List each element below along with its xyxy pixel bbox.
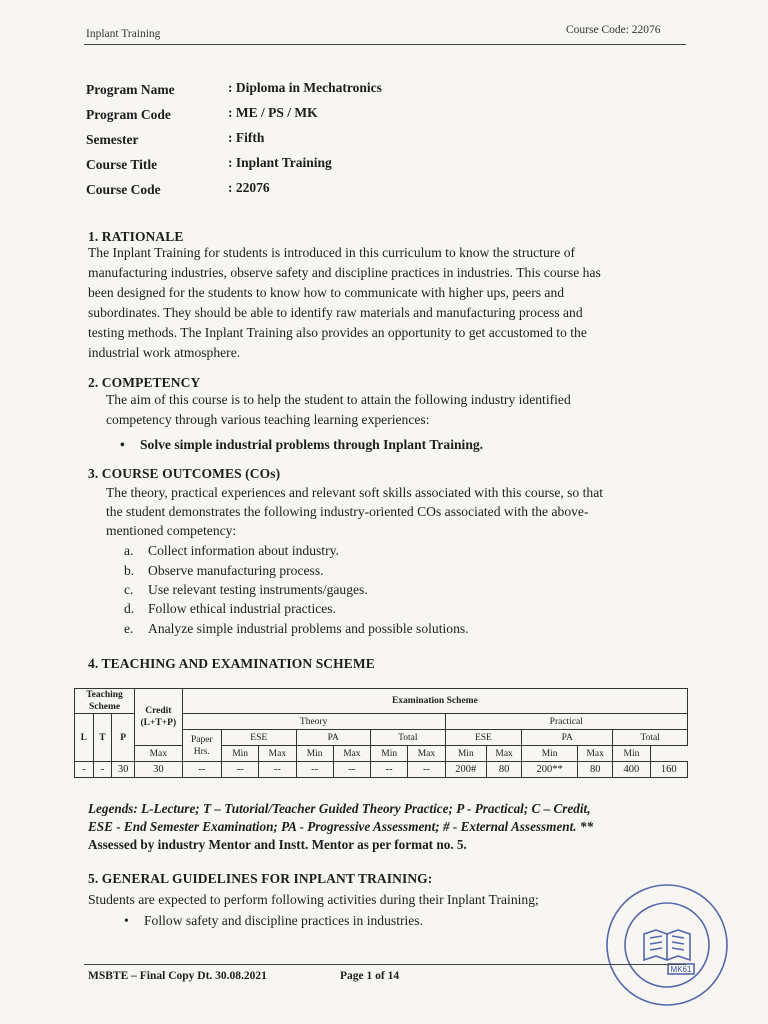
outcome-item: Collect information about industry. <box>148 543 339 558</box>
table-cell: 80 <box>486 762 521 778</box>
outcomes-line: the student demonstrates the following industry-oriented COs associated with the above- <box>106 504 589 519</box>
info-value-program-name: : Diploma in Mechatronics <box>228 80 382 95</box>
outcome-item: Follow ethical industrial practices. <box>148 601 336 616</box>
info-label-program-code: Program Code <box>86 107 171 122</box>
cell-header: Max <box>135 746 183 762</box>
cell-header: Max <box>333 746 370 762</box>
rationale-line: manufacturing industries, observe safety and discipline practices in industries. This course has <box>88 265 601 280</box>
theory-pa-header: PA <box>296 730 371 746</box>
info-label-course-code: Course Code <box>86 182 161 197</box>
practical-header: Practical <box>445 714 687 730</box>
rationale-line: subordinates. They should be able to identify raw materials and manufacturing process and <box>88 305 583 320</box>
table-cell: 400 <box>613 762 650 778</box>
outcomes-line: mentioned competency: <box>106 523 237 538</box>
header-left: Inplant Training <box>86 28 161 40</box>
table-cell: -- <box>408 762 445 778</box>
legend-line-3: Assessed by industry Mentor and Instt. Mentor as per format no. 5. <box>88 837 467 852</box>
info-label-program-name: Program Name <box>86 82 175 97</box>
competency-bullet: • Solve simple industrial problems through Inplant Training. <box>140 437 483 453</box>
table-cell: - <box>93 762 112 778</box>
table-cell: 160 <box>650 762 687 778</box>
guidelines-intro: Students are expected to perform following activities during their Inplant Training; <box>88 892 539 907</box>
info-value-program-code: : ME / PS / MK <box>228 105 318 120</box>
table-cell: 80 <box>578 762 613 778</box>
rationale-line: testing methods. The Inplant Training also provides an opportunity to get accustomed to the <box>88 325 587 340</box>
rationale-line: The Inplant Training for students is introduced in this curriculum to know the structure of <box>88 245 576 260</box>
footer-rule <box>84 964 686 965</box>
info-label-course-title: Course Title <box>86 157 158 172</box>
info-value-course-title: : Inplant Training <box>228 155 332 170</box>
info-value-semester: : Fifth <box>228 130 265 145</box>
outcome-item: Observe manufacturing process. <box>148 563 324 578</box>
table-cell: 200# <box>445 762 486 778</box>
table-cell: 30 <box>135 762 183 778</box>
table-cell: - <box>75 762 94 778</box>
table-cell: -- <box>371 762 408 778</box>
guidelines-title: 5. GENERAL GUIDELINES FOR INPLANT TRAINING: <box>88 871 433 886</box>
rationale-title: 1. RATIONALE <box>88 229 184 244</box>
cell-header: Min <box>371 746 408 762</box>
table-cell: -- <box>333 762 370 778</box>
theory-total-header: Total <box>371 730 446 746</box>
cell-header: Max <box>259 746 296 762</box>
scheme-table <box>74 688 688 778</box>
outcome-marker: e. <box>124 621 134 636</box>
col-p: P <box>112 714 135 762</box>
info-label-semester: Semester <box>86 132 139 147</box>
footer-page-number: Page 1 of 14 <box>340 970 400 982</box>
footer-left: MSBTE – Final Copy Dt. 30.08.2021 <box>88 970 267 982</box>
cell-header: Min <box>613 746 650 762</box>
legend-line-2: ESE - End Semester Examination; PA - Progressive Assessment; # - External Assessment. ** <box>88 819 594 834</box>
outcome-marker: a. <box>124 543 134 558</box>
col-t: T <box>93 714 112 762</box>
table-cell: 200** <box>522 762 578 778</box>
outcome-item: Analyze simple industrial problems and possible solutions. <box>148 621 469 636</box>
col-l: L <box>75 714 94 762</box>
competency-title: 2. COMPETENCY <box>88 375 201 390</box>
cell-header: Min <box>445 746 486 762</box>
cell-header: Max <box>408 746 445 762</box>
info-value-course-code: : 22076 <box>228 180 270 195</box>
outcomes-title: 3. COURSE OUTCOMES (COs) <box>88 466 281 481</box>
theory-header: Theory <box>182 714 445 730</box>
theory-ese-header: ESE <box>221 730 296 746</box>
outcome-item: Use relevant testing instruments/gauges. <box>148 582 368 597</box>
table-cell: -- <box>296 762 333 778</box>
outcomes-line: The theory, practical experiences and relevant soft skills associated with this course, so that <box>106 485 604 500</box>
cell-header: Min <box>296 746 333 762</box>
table-cell: 30 <box>112 762 135 778</box>
scheme-title: 4. TEACHING AND EXAMINATION SCHEME <box>88 656 375 671</box>
paper-hrs-header: Paper Hrs. <box>182 730 221 762</box>
practical-pa-header: PA <box>522 730 613 746</box>
cell-header: Min <box>522 746 578 762</box>
competency-line: competency through various teaching learning experiences: <box>106 412 430 427</box>
header-rule <box>84 44 686 45</box>
official-seal <box>604 882 730 1008</box>
table-row <box>75 762 688 778</box>
cell-header: Min <box>221 746 258 762</box>
practical-total-header: Total <box>613 730 688 746</box>
header-right: Course Code: 22076 <box>566 24 661 36</box>
table-cell: -- <box>259 762 296 778</box>
credit-header: Credit (L+T+P) <box>135 689 183 746</box>
cell-header: Max <box>578 746 613 762</box>
seal-code: MK61 <box>670 965 692 974</box>
cell-header: Max <box>486 746 521 762</box>
competency-line: The aim of this course is to help the student to attain the following industry identified <box>106 392 571 407</box>
outcome-marker: b. <box>124 563 135 578</box>
guidelines-bullet: • Follow safety and discipline practices in industries. <box>144 913 423 929</box>
rationale-line: industrial work atmosphere. <box>88 345 241 360</box>
rationale-line: been designed for the students to know how to communicate with higher ups, peers and <box>88 285 565 300</box>
teaching-scheme-header: Teaching Scheme <box>75 689 135 714</box>
legend-line-1: Legends: L-Lecture; T – Tutorial/Teacher Guided Theory Practice; P - Practical; C – Credit, <box>88 801 591 816</box>
outcome-marker: c. <box>124 582 134 597</box>
practical-ese-header: ESE <box>445 730 522 746</box>
examination-scheme-header: Examination Scheme <box>182 689 687 714</box>
outcome-marker: d. <box>124 601 135 616</box>
table-cell: -- <box>182 762 221 778</box>
table-cell: -- <box>221 762 258 778</box>
